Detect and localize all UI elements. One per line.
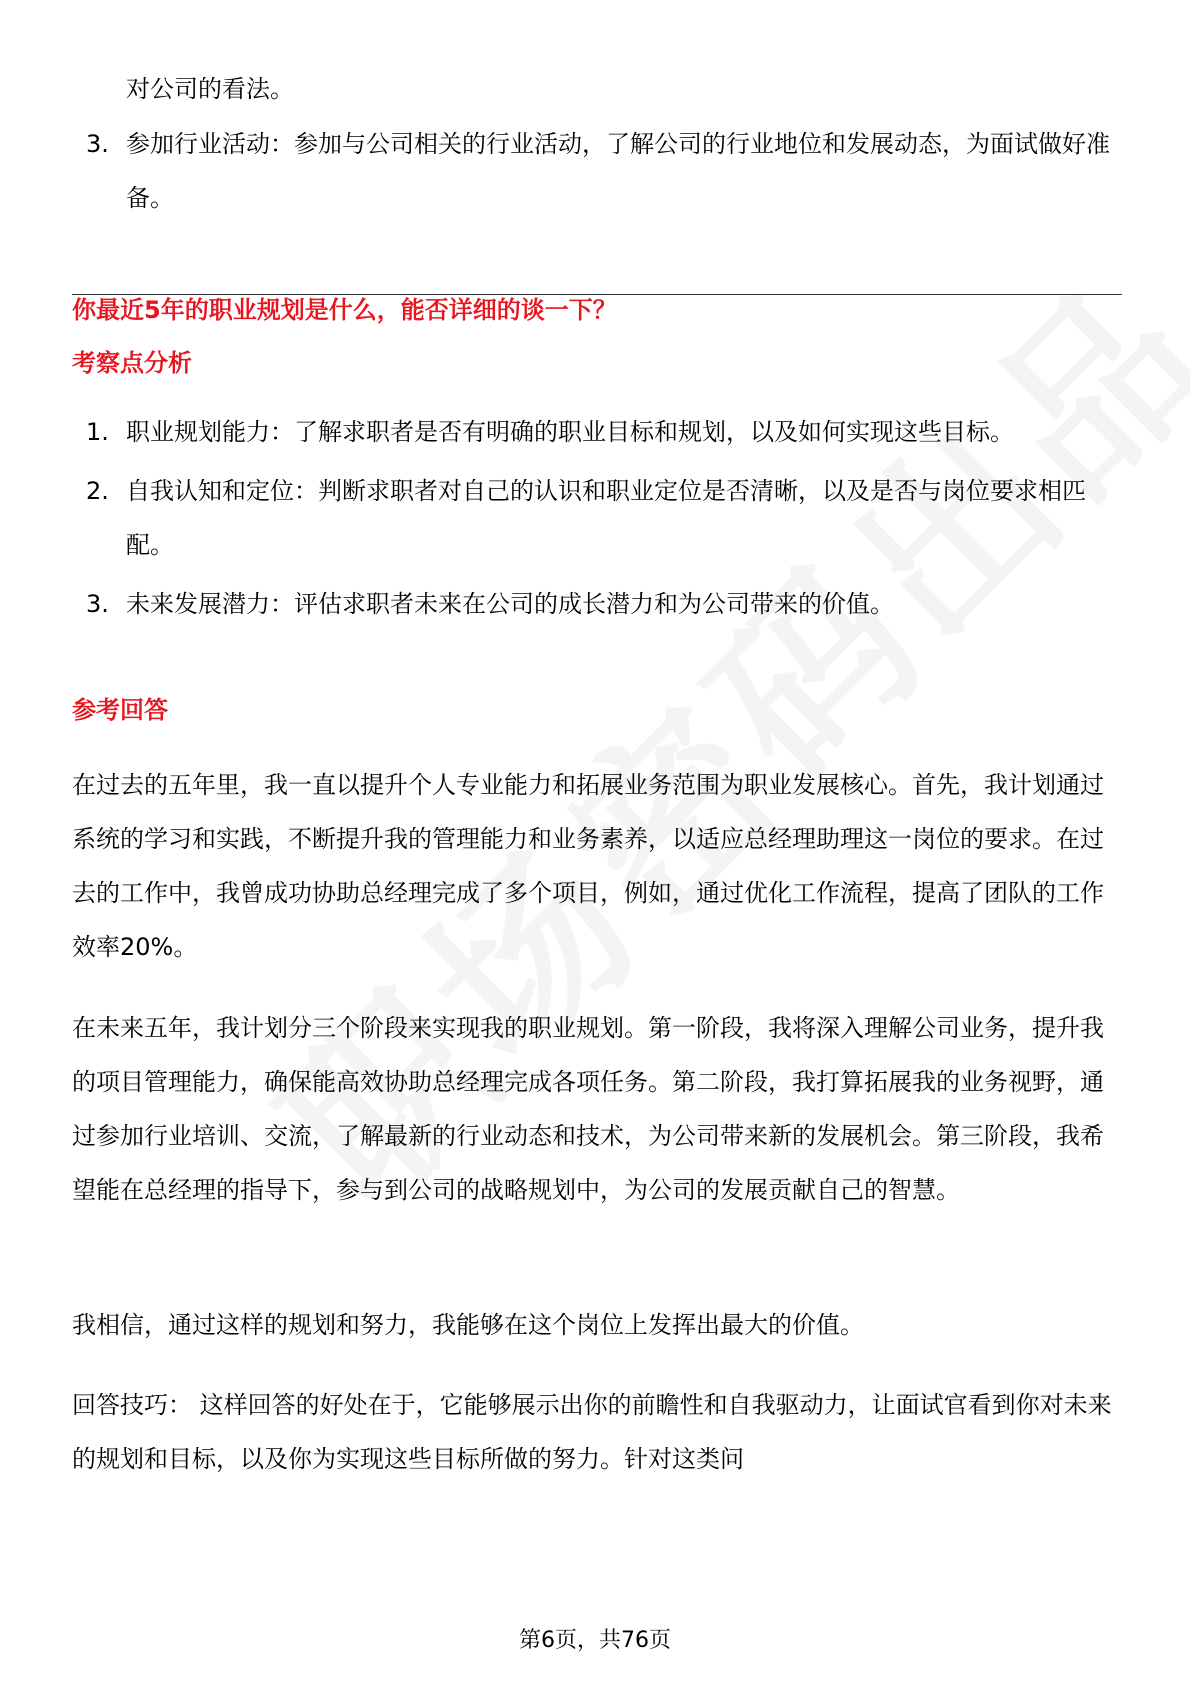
answer-tip-paragraph: 回答技巧： 这样回答的好处在于，它能够展示出你的前瞻性和自我驱动力，让面试官看到你对未来的规划和目标，以及你为实现这些目标所做的努力。针对这类问 (72, 1391, 1112, 1473)
answer-paragraph: 在未来五年，我计划分三个阶段来实现我的职业规划。第一阶段，我将深入理解公司业务，提升我的项目管理能力，确保能高效协助总经理完成各项任务。第二阶段，我打算拓展我的业务视野，通过参加行业培训、交流，了解最新的行业动态和技术，为公司带来新的发展机会。第三阶段，我希望能在总经理的指导下，参与到公司的战略规划中，为公司的发展贡献自己的智慧。 (72, 1014, 1104, 1204)
list-item (0, 464, 1190, 572)
list-text: 自我认知和定位：判断求职者对自己的认识和职业定位是否清晰，以及是否与岗位要求相匹配。 (126, 477, 1086, 559)
list-number: 3. (86, 590, 109, 618)
list-number: 3. (86, 130, 109, 158)
page-footer: 第6页，共76页 (519, 1628, 671, 1653)
list-text: 职业规划能力：了解求职者是否有明确的职业目标和规划，以及如何实现这些目标。 (126, 418, 1014, 446)
list-number: 2. (86, 477, 109, 505)
list-text: 参加行业活动：参加与公司相关的行业活动，了解公司的行业地位和发展动态，为面试做好准备。 (126, 130, 1110, 212)
answer-paragraph: 我相信，通过这样的规划和努力，我能够在这个岗位上发挥出最大的价值。 (72, 1311, 864, 1339)
answer-paragraph: 在过去的五年里，我一直以提升个人专业能力和拓展业务范围为职业发展核心。首先，我计划通过系统的学习和实践，不断提升我的管理能力和业务素养，以适应总经理助理这一岗位的要求。在过去的工作中，我曾成功协助总经理完成了多个项目，例如，通过优化工作流程，提高了团队的工作效率20%。 (72, 771, 1104, 961)
analysis-heading: 考察点分析 (72, 349, 192, 377)
list-item (0, 117, 1190, 225)
question-heading: 你最近5年的职业规划是什么，能否详细的谈一下？ (72, 296, 617, 324)
list-item (0, 405, 1190, 459)
list-text: 未来发展潜力：评估求职者未来在公司的成长潜力和为公司带来的价值。 (126, 590, 894, 618)
list-item (0, 577, 1190, 631)
analysis-list (0, 405, 1190, 631)
top-list (0, 117, 1190, 225)
list-number: 1. (86, 418, 109, 446)
list-item-continuation: 对公司的看法。 (126, 75, 294, 103)
answer-heading: 参考回答 (72, 696, 168, 724)
